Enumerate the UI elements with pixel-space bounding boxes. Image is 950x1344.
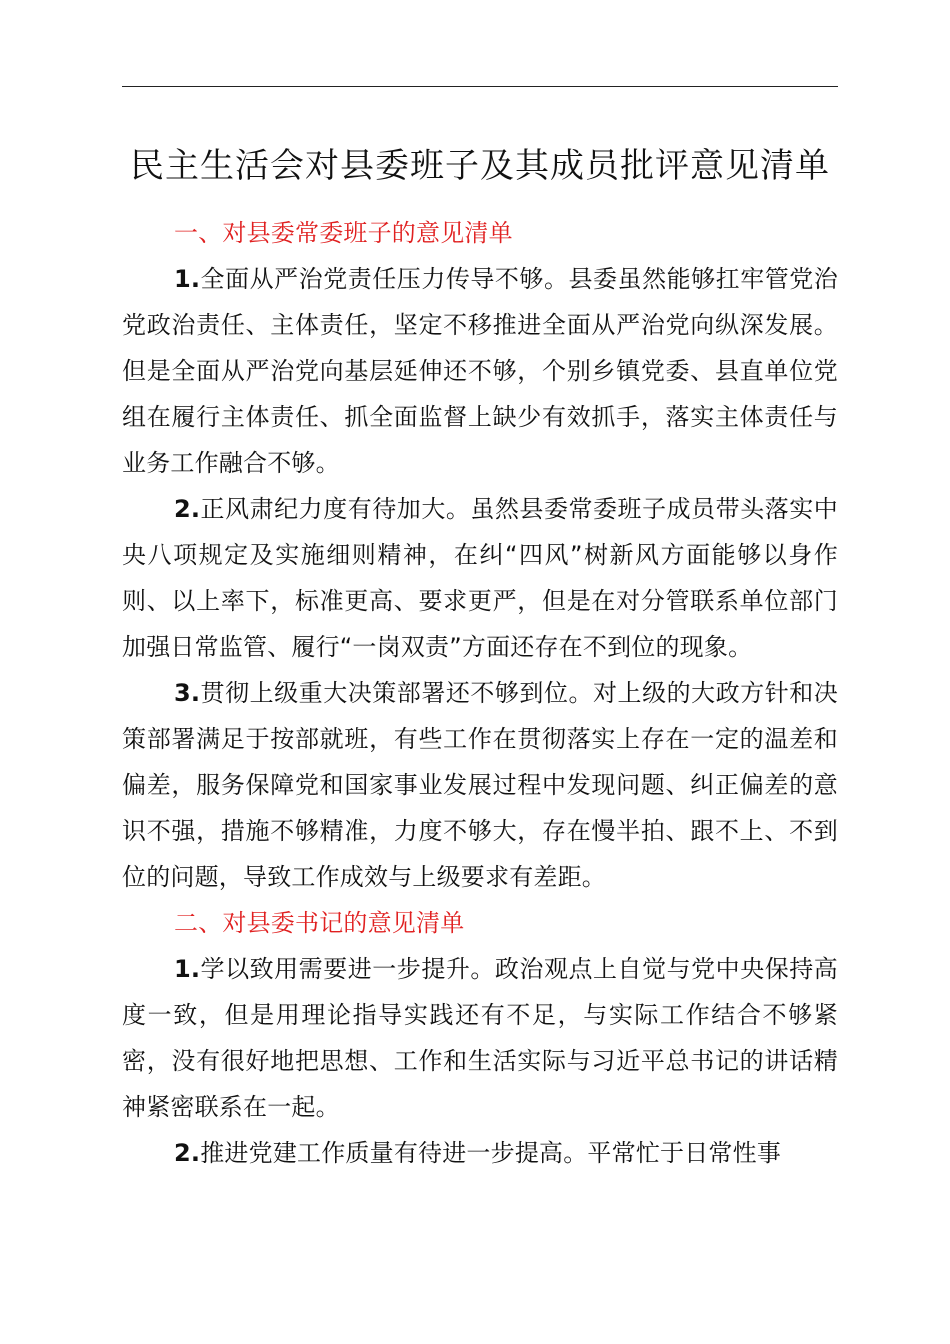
list-item xyxy=(122,670,838,900)
list-item xyxy=(122,256,838,486)
list-item xyxy=(122,486,838,670)
item-text: 学以致用需要进一步提升。政治观点上自觉与党中央保持高度一致，但是用理论指导实践还有不足，与实际工作结合不够紧密，没有很好地把思想、工作和生活实际与习近平总书记的讲话精神紧密联系在一起。 xyxy=(122,955,838,1121)
list-item xyxy=(122,1130,838,1176)
header-rule xyxy=(122,86,838,87)
item-text: 推进党建工作质量有待进一步提高。平常忙于日常性事 xyxy=(200,1139,782,1167)
item-number: 3. xyxy=(174,679,201,707)
list-item xyxy=(122,946,838,1130)
item-text: 正风肃纪力度有待加大。虽然县委常委班子成员带头落实中央八项规定及实施细则精神，在纠“四风”树新风方面能够以身作则、以上率下，标准更高、要求更严，但是在对分管联系单位部门加强日常监管、履行“一岗双责”方面还存在不到位的现象。 xyxy=(122,495,838,661)
item-number: 2. xyxy=(174,495,201,523)
item-text: 全面从严治党责任压力传导不够。县委虽然能够扛牢管党治党政治责任、主体责任，坚定不移推进全面从严治党向纵深发展。但是全面从严治党向基层延伸还不够，个别乡镇党委、县直单位党组在履行主体责任、抓全面监督上缺少有效抓手，落实主体责任与业务工作融合不够。 xyxy=(122,265,838,477)
document-title: 民主生活会对县委班子及其成员批评意见清单 xyxy=(130,146,830,186)
item-number: 1. xyxy=(174,265,201,293)
section-heading-1: 一、对县委常委班子的意见清单 xyxy=(174,219,513,247)
item-number: 1. xyxy=(174,955,201,983)
document-body xyxy=(122,210,838,1176)
section-heading-2: 二、对县委书记的意见清单 xyxy=(174,909,465,937)
item-text: 贯彻上级重大决策部署还不够到位。对上级的大政方针和决策部署满足于按部就班，有些工作在贯彻落实上存在一定的温差和偏差，服务保障党和国家事业发展过程中发现问题、纠正偏差的意识不强，措施不够精准，力度不够大，存在慢半拍、跟不上、不到位的问题，导致工作成效与上级要求有差距。 xyxy=(122,679,838,891)
item-number: 2. xyxy=(174,1139,201,1167)
